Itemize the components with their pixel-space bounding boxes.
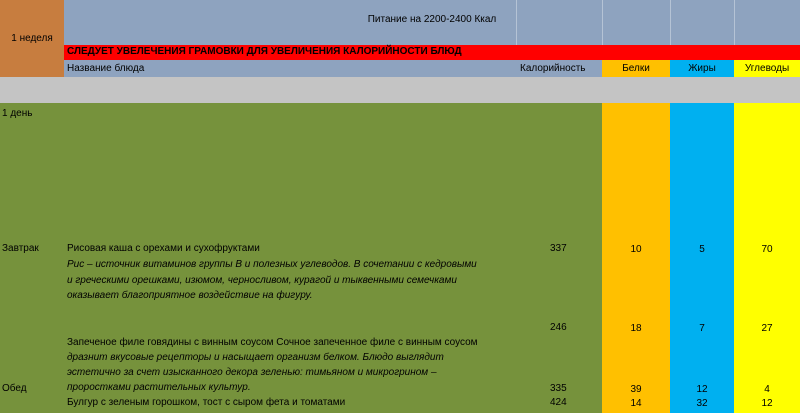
meal-label-breakfast: Завтрак: [2, 243, 39, 254]
protein-column: [602, 103, 670, 413]
dish-name: Запеченое филе говядины с винным соусом Сочное запеченное филе с винным соусом: [67, 337, 478, 348]
week-cell: [0, 0, 64, 77]
fat-column: [670, 103, 734, 413]
dish-description-line: дразнит вкусовые рецепторы и насыщает организм белком. Блюдо выглядит: [67, 352, 444, 363]
carbs-value: 70: [761, 243, 773, 255]
carbs-value: 12: [761, 397, 773, 409]
warning-text: СЛЕДУЕТ УВЕЛЕЧЕНИЯ ГРАМОВКИ ДЛЯ УВЕЛИЧЕНИЯ КАЛОРИЙНОСТИ БЛЮД: [67, 46, 462, 57]
dish-description-line: эстетично за счет изысканного декора зеленью: тимьяном и микрогрином –: [67, 367, 437, 378]
dish-description-line: и греческими орешками, изюмом, черносливом, курагой и тыквенными семечками: [67, 275, 457, 286]
warning-bar: [64, 45, 800, 60]
protein-value: 14: [630, 397, 642, 409]
carbs-column: [734, 103, 800, 413]
meal-label-lunch: Обед: [2, 383, 27, 394]
dish-name: Булгур с зеленым горошком, тост с сыром фета и томатами: [67, 397, 346, 408]
spacer-row: [0, 77, 800, 103]
dish-description-line: оказывает благоприятное воздействие на фигуру.: [67, 290, 313, 301]
calories-value: 337: [550, 243, 567, 254]
protein-value: 18: [630, 322, 642, 334]
calories-value: 335: [550, 383, 567, 394]
col-protein: Белки: [602, 60, 670, 77]
week-label: 1 неделя: [11, 33, 53, 44]
protein-value: 10: [630, 243, 642, 255]
carbs-value: 27: [761, 322, 773, 334]
protein-value: 39: [630, 383, 642, 395]
dish-name: Рисовая каша с орехами и сухофруктами: [67, 243, 260, 254]
fat-value: 7: [699, 322, 705, 334]
col-carbs: Углеводы: [734, 60, 800, 77]
col-fat: Жиры: [670, 60, 734, 77]
fat-value: 5: [699, 243, 705, 255]
day-label: 1 день: [2, 108, 33, 119]
calories-value: 424: [550, 397, 567, 408]
col-calories: Калорийность: [520, 63, 586, 74]
fat-value: 32: [696, 397, 708, 409]
calories-value: 246: [550, 322, 567, 333]
dish-description-line: проростками растительных культур.: [67, 382, 251, 393]
page-title: Питание на 2200-2400 Ккал: [367, 13, 497, 25]
col-dish-name: Название блюда: [67, 63, 145, 74]
dish-description-line: Рис – источник витаминов группы B и полезных углеводов. В сочетании с кедровыми: [67, 259, 477, 270]
carbs-value: 4: [764, 383, 770, 395]
fat-value: 12: [696, 383, 708, 395]
